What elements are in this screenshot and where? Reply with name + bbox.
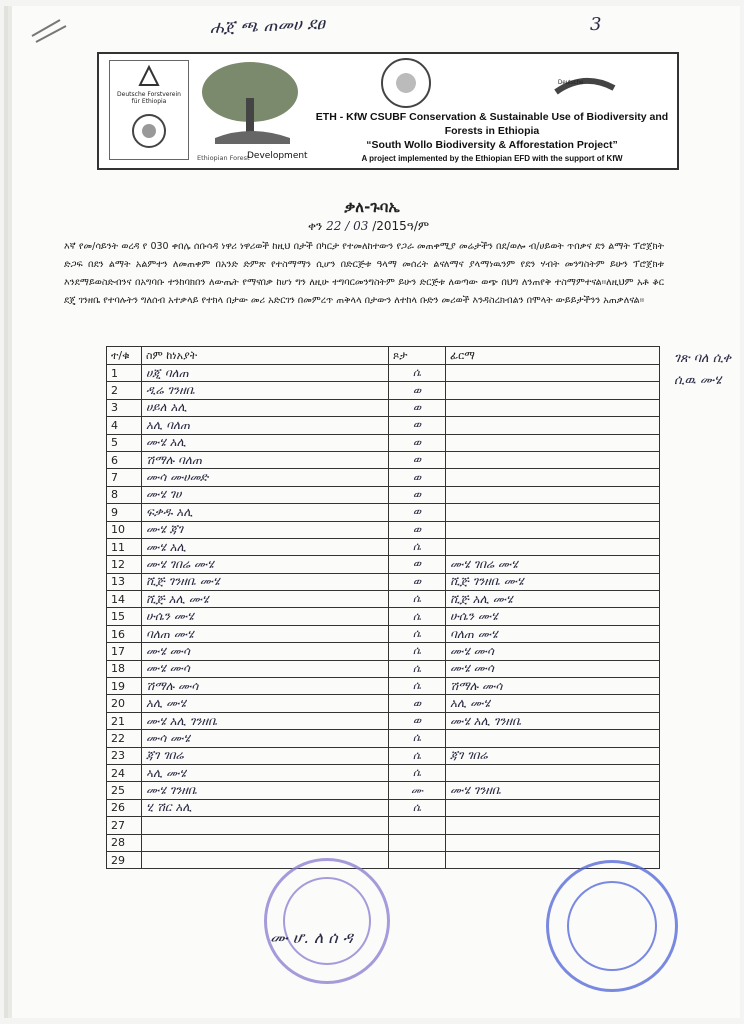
row-signature: ሙሄ ገበሬ ሙሄ xyxy=(446,556,660,573)
date-suffix: /2015ዓ/ም xyxy=(372,219,430,233)
row-sex: ወ xyxy=(389,486,446,503)
banner-title-line2: Forests in Ethiopia xyxy=(444,125,540,137)
table-row xyxy=(107,591,660,608)
row-signature: ሁሴን ሙሄ xyxy=(446,608,660,625)
row-sex: ሙ xyxy=(389,782,446,799)
row-number: 8 xyxy=(107,486,142,503)
table-row xyxy=(107,799,660,816)
row-signature: ጃገ ገበሬ xyxy=(446,747,660,764)
row-name: ሽማሉ ባለጠ xyxy=(142,451,389,468)
row-number: 4 xyxy=(107,417,142,434)
row-name: ሂ ሽር አሊ xyxy=(142,799,389,816)
header-signature-col: ፊርማ xyxy=(446,347,660,365)
row-name: ኣሊ ሙሄ xyxy=(142,764,389,781)
row-sex: ወ xyxy=(389,469,446,486)
row-number: 20 xyxy=(107,695,142,712)
banner-title-line3: “South Wollo Biodiversity & Afforestation Project” xyxy=(366,139,618,151)
dfs-logo xyxy=(109,60,189,160)
row-signature xyxy=(446,538,660,555)
row-signature: ሺጅ አሊ ሙሄ xyxy=(446,591,660,608)
ministry-seal xyxy=(381,58,431,108)
row-name: ሙሄ አሊ xyxy=(142,538,389,555)
row-sex: ወ xyxy=(389,712,446,729)
row-name: ሙሄ ገበሬ ሙሄ xyxy=(142,556,389,573)
row-signature xyxy=(446,486,660,503)
table-row xyxy=(107,851,660,868)
row-name: ባለጠ ሙሄ xyxy=(142,625,389,642)
row-number: 26 xyxy=(107,799,142,816)
row-sex: ሴ xyxy=(389,608,446,625)
row-sex: ሴ xyxy=(389,678,446,695)
row-signature xyxy=(446,799,660,816)
row-number: 25 xyxy=(107,782,142,799)
row-name: ጃገ ገበሬ xyxy=(142,747,389,764)
row-name xyxy=(142,817,389,834)
row-number: 17 xyxy=(107,643,142,660)
date-prefix: ቀን xyxy=(308,219,323,233)
row-signature xyxy=(446,451,660,468)
row-signature: ሺጅ ገንዘቤ ሙሄ xyxy=(446,573,660,590)
document-title: ቃለ-ጉባኤ xyxy=(344,198,400,216)
row-name: አሊ ሙሄ xyxy=(142,695,389,712)
row-number: 19 xyxy=(107,678,142,695)
table-row xyxy=(107,365,660,382)
table-row xyxy=(107,817,660,834)
row-number: 7 xyxy=(107,469,142,486)
row-signature xyxy=(446,469,660,486)
row-signature xyxy=(446,399,660,416)
row-sex: ሴ xyxy=(389,591,446,608)
row-name: ሙሄ ገንዘቤ xyxy=(142,782,389,799)
row-number: 6 xyxy=(107,451,142,468)
row-number: 21 xyxy=(107,712,142,729)
row-signature: አሊ ሙሄ xyxy=(446,695,660,712)
table-row xyxy=(107,782,660,799)
row-signature xyxy=(446,504,660,521)
row-name: ሙሄ አሊ xyxy=(142,434,389,451)
row-sex: ሴ xyxy=(389,538,446,555)
table-row xyxy=(107,730,660,747)
table-row xyxy=(107,608,660,625)
row-name: ሀጂ ባለጠ xyxy=(142,365,389,382)
row-name: ሀይለ አሊ xyxy=(142,399,389,416)
row-signature: ሙሄ ሙሳ xyxy=(446,660,660,677)
row-signature xyxy=(446,382,660,399)
table-row xyxy=(107,695,660,712)
row-name xyxy=(142,834,389,851)
row-signature xyxy=(446,434,660,451)
row-sex: ሴ xyxy=(389,660,446,677)
attendance-table xyxy=(106,346,660,869)
table-row xyxy=(107,678,660,695)
row-number: 3 xyxy=(107,399,142,416)
row-sex xyxy=(389,834,446,851)
row-number: 24 xyxy=(107,764,142,781)
row-number: 28 xyxy=(107,834,142,851)
row-number: 14 xyxy=(107,591,142,608)
table-row xyxy=(107,504,660,521)
row-signature: ሙሄ አሊ ገንዘቤ xyxy=(446,712,660,729)
row-sex: ሴ xyxy=(389,625,446,642)
tree-logo xyxy=(195,58,305,158)
table-row xyxy=(107,469,660,486)
header-number: 3 xyxy=(590,14,602,35)
header-handwriting: ሐጀ ጫ ጠመሀ ደፀ xyxy=(209,14,326,38)
header-name-col: ስም ከነአያት xyxy=(142,347,389,365)
table-row xyxy=(107,538,660,555)
date-fill: 22 / 03 xyxy=(326,219,369,233)
row-number: 11 xyxy=(107,538,142,555)
banner-title xyxy=(311,110,673,152)
row-signature xyxy=(446,817,660,834)
table-row xyxy=(107,660,660,677)
row-signature: ባለጠ ሙሄ xyxy=(446,625,660,642)
row-sex: ወ xyxy=(389,556,446,573)
row-number: 12 xyxy=(107,556,142,573)
margin-note: ገጽ ባለ ሲቀ ሲዉ ሙሄ xyxy=(674,351,732,388)
row-sex xyxy=(389,817,446,834)
row-signature xyxy=(446,417,660,434)
banner-title-line1: ETH - KfW CSUBF Conservation & Sustainable Use of Biodiversity and xyxy=(315,111,669,123)
row-sex: ወ xyxy=(389,504,446,521)
kfw-logo xyxy=(554,70,616,100)
row-sex: ወ xyxy=(389,417,446,434)
row-name: ሙሄ ጃገ xyxy=(142,521,389,538)
table-row xyxy=(107,643,660,660)
row-number: 10 xyxy=(107,521,142,538)
banner-development: Development xyxy=(247,151,308,161)
row-signature: ሙሄ ሙሳ xyxy=(446,643,660,660)
row-sex: ወ xyxy=(389,695,446,712)
row-number: 1 xyxy=(107,365,142,382)
row-sex: ሴ xyxy=(389,730,446,747)
row-sex: ወ xyxy=(389,521,446,538)
table-row xyxy=(107,747,660,764)
row-signature xyxy=(446,521,660,538)
row-sex xyxy=(389,851,446,868)
agreement-paragraph: እኛ የመ/ሳይንት ወረዳ የ 030 ቀበሌ ሰቡሳዳ ነዋሪ ነዋሪወች ከዚህ በታች በካርታ የተመለከተውን የጋራ መጠቀሚያ መሬታችን በደ/ወሎ ብ/ሀይወት ጥበቃና ደን ልማት ፕሮጀክት ድጋፍ በደን ልማት አልምተን ለመጠቀም በአንድ ድምጽ የተስማማን ሲሆን በድርጅቱ ዓላማ መሰረት ልናለማና ያላማነዉንም የደን ሃብት መንግስትም ይሁን ፕሮጀክቱ እንደማይወስድብንና በአግባቡ ተንከባክበን ለውጤት የማናበቃ ከሆነ ግን ለዚሁ ተግባርመንግስትም ይሁን ድርጅቱ ለወጣው ወጭ በህግ ለንጠየቅ ተስማምተናል፡፡ለዚህም አቶ ቆር ደጄ ገንዘቤ የተባሉትን ግለሰብ አተቃላይ የተክላ በታው መሪ አድርገን በመምረጥ ጠቅላላ በታውን ለተከላ ቡድን መሪወች እንዳስረክብልን በሞላት ውይይታችንን አጠቃለናል፡፡ xyxy=(64,241,664,306)
date-line xyxy=(308,219,429,234)
table-row xyxy=(107,573,660,590)
table-row xyxy=(107,521,660,538)
row-sex: ወ xyxy=(389,573,446,590)
table-row xyxy=(107,399,660,416)
row-name: አሊ ባለጠ xyxy=(142,417,389,434)
row-number: 15 xyxy=(107,608,142,625)
header-sex-col: ጾታ xyxy=(389,347,446,365)
row-number: 23 xyxy=(107,747,142,764)
row-sex: ሴ xyxy=(389,799,446,816)
table-header-row xyxy=(107,347,660,365)
row-number: 27 xyxy=(107,817,142,834)
row-name: ሙሳ ሙሄ xyxy=(142,730,389,747)
row-sex: ሴ xyxy=(389,365,446,382)
table-row xyxy=(107,712,660,729)
project-banner xyxy=(97,52,679,170)
row-sex: ሴ xyxy=(389,747,446,764)
row-name: ሙሄ አሊ ገንዘቤ xyxy=(142,712,389,729)
row-signature: ሙሄ ገንዘቤ xyxy=(446,782,660,799)
row-number: 13 xyxy=(107,573,142,590)
row-number: 29 xyxy=(107,851,142,868)
row-name: ሙሄ ገሀ xyxy=(142,486,389,503)
row-signature xyxy=(446,764,660,781)
table-row xyxy=(107,625,660,642)
row-number: 22 xyxy=(107,730,142,747)
row-sex: ሴ xyxy=(389,764,446,781)
row-name: ፍቃዱ አሊ xyxy=(142,504,389,521)
row-name: ዲሬ ገንዘቤ xyxy=(142,382,389,399)
header-number-col: ተ/ቁ xyxy=(107,347,142,365)
row-sex: ወ xyxy=(389,451,446,468)
corner-scribble xyxy=(30,16,70,46)
row-signature: ሽማሉ ሙሳ xyxy=(446,678,660,695)
table-row xyxy=(107,417,660,434)
table-row xyxy=(107,434,660,451)
row-sex: ወ xyxy=(389,399,446,416)
row-name: ሙሄ ሙሳ xyxy=(142,660,389,677)
row-number: 5 xyxy=(107,434,142,451)
row-signature xyxy=(446,834,660,851)
row-signature xyxy=(446,365,660,382)
svg-text:Deutsche: Deutsche xyxy=(558,80,584,86)
dfs-org-label: Deutsche Forstverein für Ethiopia xyxy=(117,91,181,105)
row-number: 9 xyxy=(107,504,142,521)
table-row xyxy=(107,764,660,781)
row-name: ሁሴን ሙሄ xyxy=(142,608,389,625)
row-number: 16 xyxy=(107,625,142,642)
row-name: ሽማሉ ሙሳ xyxy=(142,678,389,695)
table-row xyxy=(107,834,660,851)
table-row xyxy=(107,451,660,468)
row-number: 2 xyxy=(107,382,142,399)
row-name: ሙሳ ሙሀመድ xyxy=(142,469,389,486)
row-name: ሺጅ አሊ ሙሄ xyxy=(142,591,389,608)
official-stamp-right xyxy=(546,860,678,992)
table-row xyxy=(107,556,660,573)
row-name: ሺጅ ገንዘቤ ሙሄ xyxy=(142,573,389,590)
table-row xyxy=(107,486,660,503)
row-name: ሙሄ ሙሳ xyxy=(142,643,389,660)
official-stamp-left xyxy=(264,858,390,984)
table-row xyxy=(107,382,660,399)
row-sex: ሴ xyxy=(389,643,446,660)
row-number: 18 xyxy=(107,660,142,677)
banner-tiny-label: Ethiopian Forest xyxy=(197,154,250,162)
row-signature xyxy=(446,730,660,747)
row-sex: ወ xyxy=(389,434,446,451)
banner-subtitle: A project implemented by the Ethiopian EFD with the support of KfW xyxy=(361,154,623,163)
row-sex: ወ xyxy=(389,382,446,399)
table-body xyxy=(107,365,660,869)
bottom-signature: ሙ ሆ. ለ ሰ ዳ xyxy=(270,928,353,947)
